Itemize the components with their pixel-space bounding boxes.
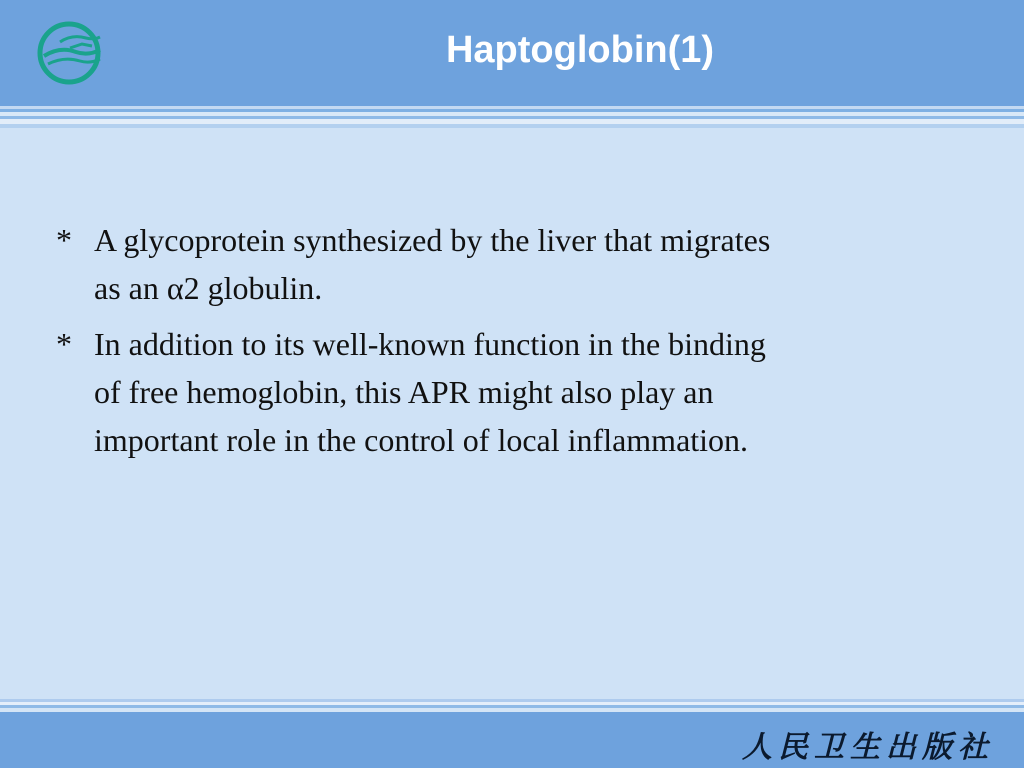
- footer-divider: [0, 696, 1024, 712]
- bullet-marker: *: [56, 222, 72, 258]
- bullet-marker: *: [56, 326, 72, 362]
- publisher-name: 人民卫生出版社: [742, 730, 994, 765]
- page-title: Haptoglobin(1): [445, 29, 715, 71]
- bullet-item: [56, 216, 956, 312]
- slide-body: [56, 216, 956, 472]
- bullet-line: of free hemoglobin, this APR might also play an: [94, 374, 714, 410]
- bullet-line: as an α2 globulin.: [94, 270, 323, 306]
- bullet-line: important role in the control of local inflammation.: [94, 422, 749, 458]
- header-divider: [0, 104, 1024, 134]
- footer-bar: [0, 712, 1024, 768]
- bullet-item: [56, 320, 956, 464]
- bullet-line: In addition to its well-known function in the binding: [94, 326, 766, 362]
- bullet-line: A glycoprotein synthesized by the liver that migrates: [94, 222, 771, 258]
- publisher-logo-icon: [30, 20, 108, 86]
- header-bar: [0, 0, 1024, 104]
